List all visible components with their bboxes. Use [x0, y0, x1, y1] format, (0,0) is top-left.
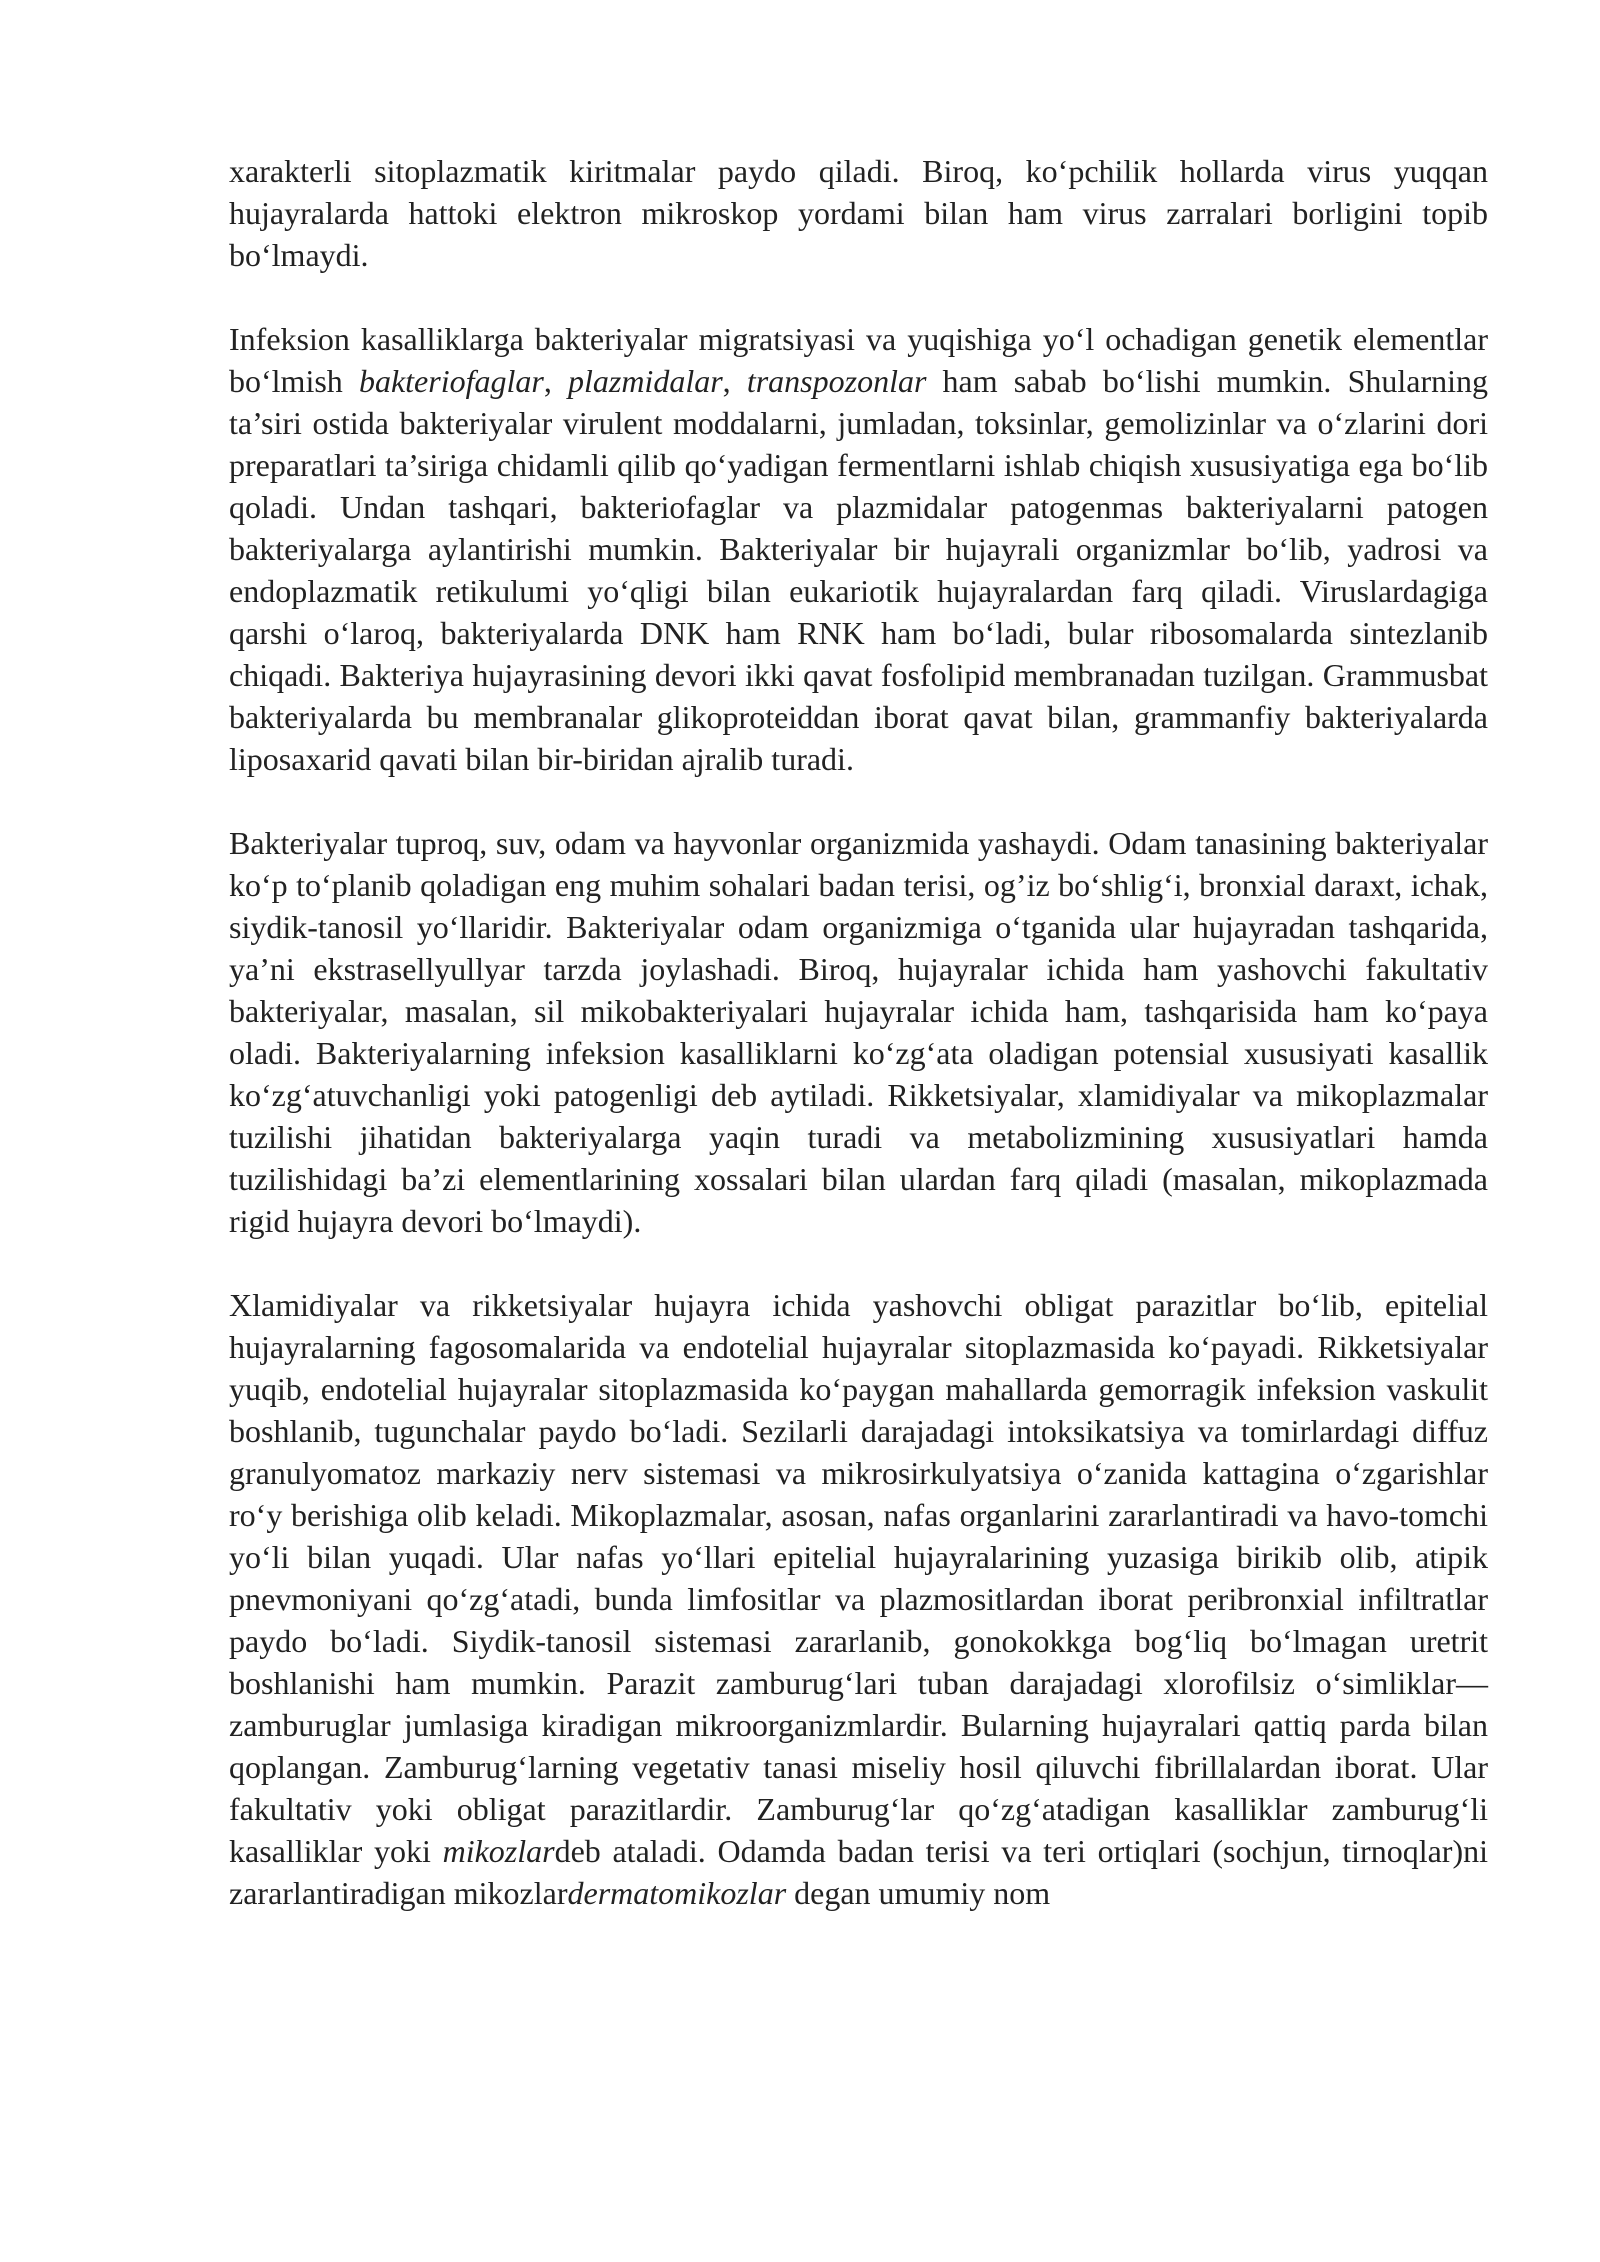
document-page: [229, 150, 1488, 1914]
paragraph-text: ,: [543, 363, 568, 399]
paragraph-text: ,: [722, 363, 747, 399]
paragraph: [229, 1284, 1488, 1914]
italic-term: dermatomikozlar: [567, 1875, 787, 1911]
italic-term: plazmidalar: [567, 363, 723, 399]
paragraph-text: xarakterli sitoplazmatik kiritmalar paydo qiladi. Biroq, koʻpchilik hollarda virus yuqqan hujayralarda hattoki elektron mikroskop yordami bilan ham virus zarralari borligini topib boʻlmaydi.: [229, 153, 1488, 273]
paragraph: [229, 318, 1488, 780]
paragraph-text: degan umumiy nom: [786, 1875, 1051, 1911]
italic-term: transpozonlar: [746, 363, 927, 399]
paragraph-text: deb ataladi. Odamda badan terisi va teri ortiqlari (sochjun, tirnoqlar)ni zararlantiradigan mikozlar: [229, 1833, 1489, 1911]
paragraph-text: Xlamidiyalar va rikketsiyalar hujayra ichida yashovchi obligat parazitlar boʻlib, epitelial hujayralarning fagosomalarida va endotelial hujayralar sitoplazmasida koʻpayadi. Rikketsiyalar yuqib, endotelial hujayralar sitoplazmasida koʻpaygan mahallarda gemorragik infeksion vaskulit boshlanib, tugunchalar paydo boʻladi. Sezilarli darajadagi intoksikatsiya va tomirlardagi diffuz granulyomatoz markaziy nerv sistemasi va mikrosirkulyatsiya oʻzanida kattagina oʻzgarishlar roʻy berishiga olib keladi. Mikoplazmalar, asosan, nafas organlarini zararlantiradi va havo-tomchi yoʻli bilan yuqadi. Ular nafas yoʻllari epitelial hujayralarining yuzasiga birikib olib, atipik pnevmoniyani qoʻzgʻatadi, bunda limfositlar va plazmositlardan iborat peribronxial infiltratlar paydo boʻladi. Siydik-tanosil sistemasi zararlanib, gonokokkga bogʻliq boʻlmagan uretrit boshlanishi ham mumkin. Parazit zamburugʻlari tuban darajadagi xlorofilsiz oʻsimliklar—zamburuglar jumlasiga kiradigan mikroorganizmlardir. Bularning hujayralari qattiq parda bilan qoplangan. Zamburugʻlarning vegetativ tanasi miseliy hosil qiluvchi fibrillalardan iborat. Ular fakultativ yoki obligat parazitlardir. Zamburugʻlar qoʻzgʻatadigan kasalliklar zamburugʻli kasalliklar yoki: [229, 1287, 1488, 1869]
paragraph: [229, 150, 1488, 276]
italic-term: bakteriofaglar: [358, 363, 544, 399]
paragraph-text: Bakteriyalar tuproq, suv, odam va hayvonlar organizmida yashaydi. Odam tanasining bakteriyalar koʻp toʻplanib qoladigan eng muhim sohalari badan terisi, og’iz boʻshligʻi, bronxial daraxt, ichak, siydik-tanosil yoʻllaridir. Bakteriyalar odam organizmiga oʻtganida ular hujayradan tashqarida, ya’ni ekstrasellyullyar tarzda joylashadi. Biroq, hujayralar ichida ham yashovchi fakultativ bakteriyalar, masalan, sil mikobakteriyalari hujayralar ichida ham, tashqarisida ham koʻpaya oladi. Bakteriyalarning infeksion kasalliklarni koʻzgʻata oladigan potensial xususiyati kasallik koʻzgʻatuvchanligi yoki patogenligi deb aytiladi. Rikketsiyalar, xlamidiyalar va mikoplazmalar tuzilishi jihatidan bakteriyalarga yaqin turadi va metabolizmining xususiyatlari hamda tuzilishidagi ba’zi elementlarining xossalari bilan ulardan farq qiladi (masalan, mikoplazmada rigid hujayra devori boʻlmaydi).: [229, 825, 1488, 1239]
italic-term: mikozlar: [442, 1833, 555, 1869]
paragraph: [229, 822, 1488, 1242]
paragraph-text: ham sabab boʻlishi mumkin. Shularning ta’siri ostida bakteriyalar virulent moddalarni, jumladan, toksinlar, gemolizinlar va oʻzlarini dori preparatlari ta’siriga chidamli qilib qoʻyadigan fermentlarni ishlab chiqish xususiyatiga ega boʻlib qoladi. Undan tashqari, bakteriofaglar va plazmidalar patogenmas bakteriyalarni patogen bakteriyalarga aylantirishi mumkin. Bakteriyalar bir hujayrali organizmlar boʻlib, yadrosi va endoplazmatik retikulumi yoʻqligi bilan eukariotik hujayralardan farq qiladi. Viruslardagiga qarshi oʻlaroq, bakteriyalarda DNK ham RNK ham boʻladi, bular ribosomalarda sintezlanib chiqadi. Bakteriya hujayrasining devori ikki qavat fosfolipid membranadan tuzilgan. Grammusbat bakteriyalarda bu membranalar glikoproteiddan iborat qavat bilan, grammanfiy bakteriyalarda liposaxarid qavati bilan bir-biridan ajralib turadi.: [229, 363, 1489, 777]
paragraph-text: Infeksion kasalliklarga bakteriyalar migratsiyasi va yuqishiga yoʻl ochadigan genetik elementlar boʻlmish: [229, 321, 1488, 399]
